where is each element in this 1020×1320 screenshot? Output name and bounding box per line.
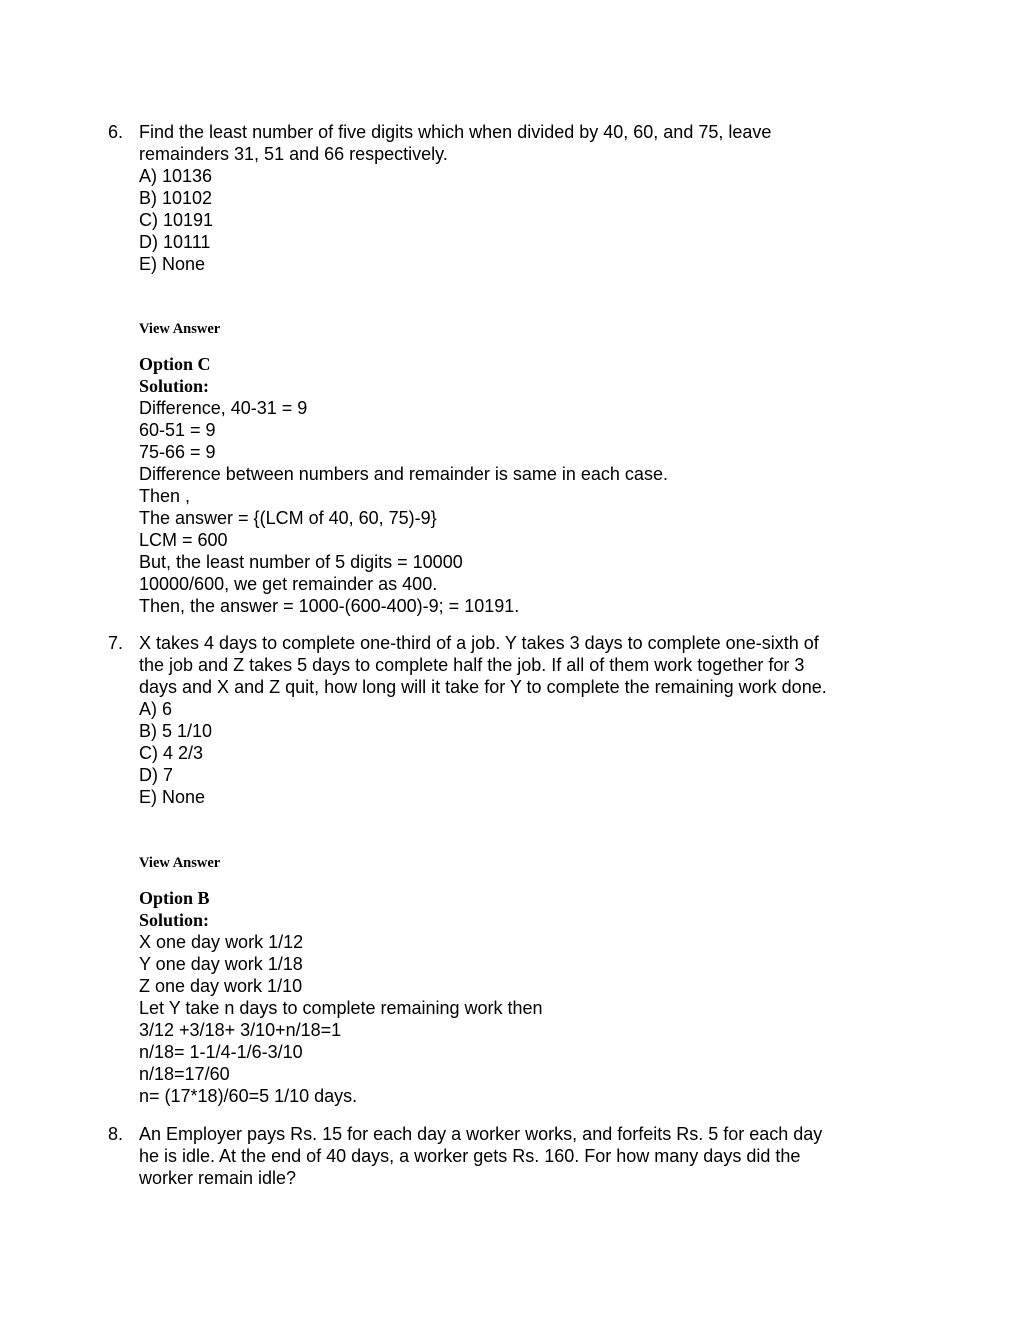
solution-label: Solution: <box>139 910 210 930</box>
solution-line: Then, the answer = 1000-(600-400)-9; = 10191. <box>139 596 520 616</box>
answer-option: C) 10191 <box>139 210 214 230</box>
question-7 <box>108 632 899 808</box>
solution-line: 60-51 = 9 <box>139 420 216 440</box>
solution-label: Solution: <box>139 376 210 396</box>
question-8 <box>108 1123 899 1189</box>
solution-line: Z one day work 1/10 <box>139 976 303 996</box>
solution-line: Difference, 40-31 = 9 <box>139 398 308 418</box>
question-text-line: days and X and Z quit, how long will it take for Y to complete the remaining work done. <box>139 677 827 697</box>
solution-line: 3/12 +3/18+ 3/10+n/18=1 <box>139 1020 342 1040</box>
question-text-line: he is idle. At the end of 40 days, a worker gets Rs. 160. For how many days did the <box>139 1146 801 1166</box>
question-text-line: Find the least number of five digits which when divided by 40, 60, and 75, leave <box>139 122 772 142</box>
answer-option: A) 10136 <box>139 166 213 186</box>
question-text-line: remainders 31, 51 and 66 respectively. <box>139 144 448 164</box>
solution-line: But, the least number of 5 digits = 10000 <box>139 552 463 572</box>
answer-option: B) 10102 <box>139 188 213 208</box>
answer-option: B) 5 1/10 <box>139 721 213 741</box>
view-answer-link[interactable]: View Answer <box>139 321 221 337</box>
question-number: 8. <box>108 1124 124 1144</box>
question-number: 7. <box>108 633 124 653</box>
answer-option: C) 4 2/3 <box>139 743 204 763</box>
answer-option: A) 6 <box>139 699 173 719</box>
question-text-line: worker remain idle? <box>139 1168 297 1188</box>
answer-6 <box>139 318 899 617</box>
solution-line: LCM = 600 <box>139 530 228 550</box>
answer-option: D) 7 <box>139 765 174 785</box>
solution-line: n= (17*18)/60=5 1/10 days. <box>139 1086 358 1106</box>
question-text-line: the job and Z takes 5 days to complete half the job. If all of them work together for 3 <box>139 655 805 675</box>
solution-line: Difference between numbers and remainder is same in each case. <box>139 464 668 484</box>
answer-7 <box>139 852 899 1107</box>
question-text-line: X takes 4 days to complete one-third of a job. Y takes 3 days to complete one-sixth of <box>139 633 819 653</box>
solution-line: Y one day work 1/18 <box>139 954 303 974</box>
correct-option: Option C <box>139 354 211 374</box>
question-number: 6. <box>108 122 124 142</box>
solution-line: 10000/600, we get remainder as 400. <box>139 574 438 594</box>
view-answer-link[interactable]: View Answer <box>139 855 221 871</box>
question-6 <box>108 121 899 275</box>
solution-line: 75-66 = 9 <box>139 442 216 462</box>
solution-line: X one day work 1/12 <box>139 932 304 952</box>
question-text-line: An Employer pays Rs. 15 for each day a worker works, and forfeits Rs. 5 for each day <box>139 1124 823 1144</box>
answer-option: E) None <box>139 787 206 807</box>
solution-line: The answer = {(LCM of 40, 60, 75)-9} <box>139 508 437 528</box>
solution-line: Let Y take n days to complete remaining work then <box>139 998 543 1018</box>
correct-option: Option B <box>139 888 210 908</box>
answer-option: E) None <box>139 254 206 274</box>
solution-line: n/18= 1-1/4-1/6-3/10 <box>139 1042 303 1062</box>
answer-option: D) 10111 <box>139 232 211 252</box>
solution-line: n/18=17/60 <box>139 1064 230 1084</box>
solution-line: Then , <box>139 486 191 506</box>
